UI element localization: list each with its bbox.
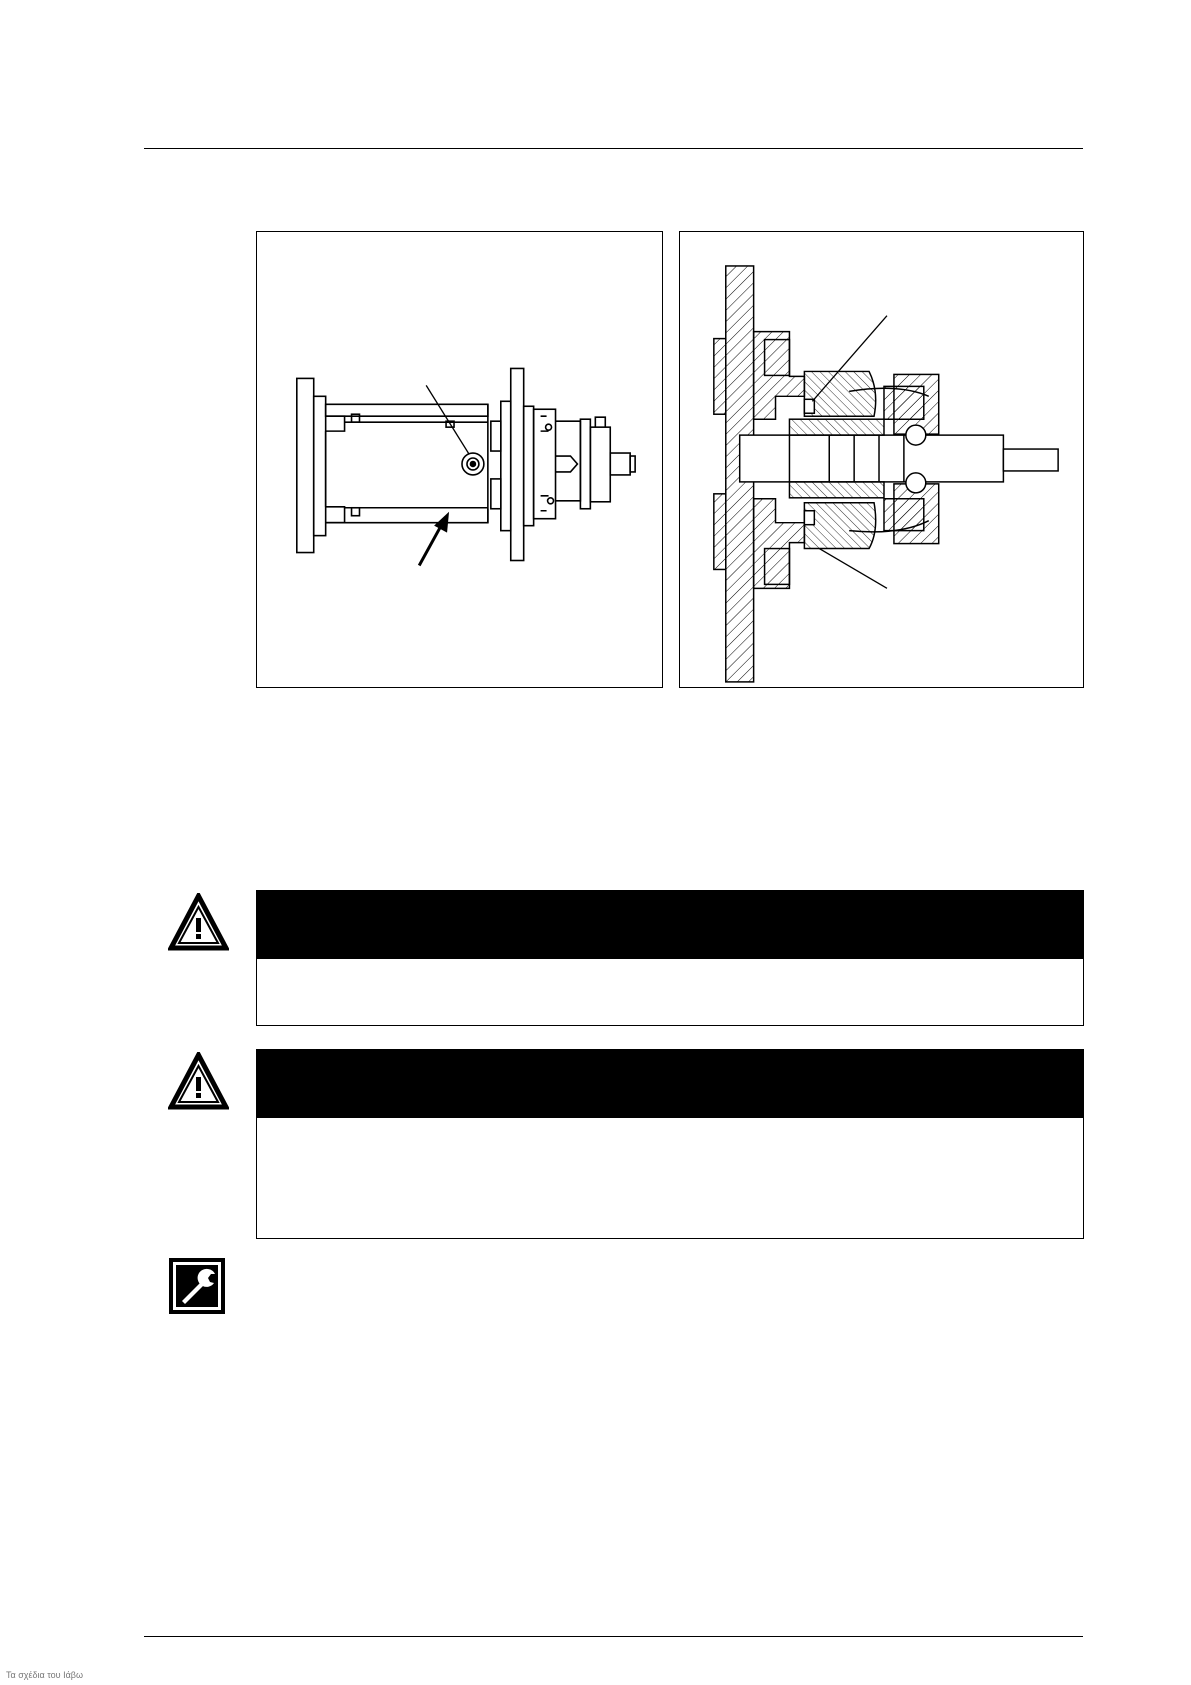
warning-triangle-icon	[168, 893, 229, 951]
warning-heading	[257, 891, 1083, 959]
wrench-icon	[168, 1257, 226, 1315]
footer-rule	[144, 1636, 1083, 1637]
header-rule	[144, 148, 1083, 149]
warning-text	[257, 1118, 1083, 1138]
pump-section-drawing	[680, 232, 1083, 687]
warning-notice-2	[256, 1049, 1084, 1239]
pump-exterior-drawing	[257, 232, 662, 687]
figure-external-view	[256, 231, 663, 688]
warning-notice-1	[256, 890, 1084, 1026]
figure-section-view	[679, 231, 1084, 688]
warning-text	[257, 959, 1083, 979]
warning-triangle-icon	[168, 1052, 229, 1110]
footer-note: Τα σχέδια του Ιάβω	[6, 1670, 83, 1680]
warning-heading	[257, 1050, 1083, 1118]
